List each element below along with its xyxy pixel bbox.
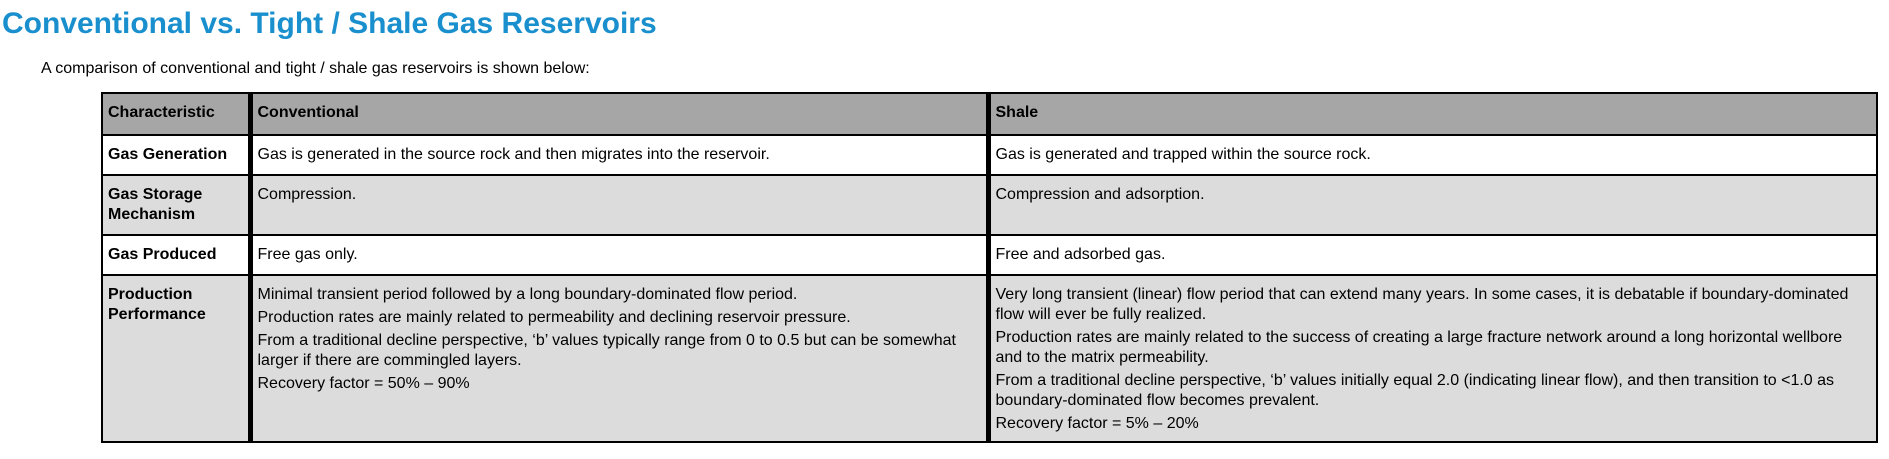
header-shale: Shale	[988, 93, 1877, 135]
header-characteristic: Characteristic	[102, 93, 250, 135]
row-label-gas-generation: Gas Generation	[102, 135, 250, 175]
intro-text: A comparison of conventional and tight / shale gas reservoirs is shown below:	[41, 60, 590, 77]
comparison-table	[101, 92, 1878, 443]
cell-text: Production rates are mainly related to the success of creating a large fracture network around a long horizontal wellbore and to the matrix permeability.	[995, 329, 1843, 366]
cell-text: Minimal transient period followed by a long boundary-dominated flow period.	[257, 286, 798, 303]
table-row	[102, 135, 1877, 175]
row-label-production-performance: Production Performance	[102, 275, 250, 442]
conventional-cell	[250, 275, 988, 442]
table-row	[102, 175, 1877, 235]
table-row	[102, 275, 1877, 442]
conventional-cell	[250, 175, 988, 235]
row-label-gas-storage-mechanism: Gas Storage Mechanism	[102, 175, 250, 235]
shale-cell	[988, 235, 1877, 275]
cell-text: Recovery factor = 5% – 20%	[995, 415, 1199, 432]
shale-cell	[988, 275, 1877, 442]
cell-text: From a traditional decline perspective, ‘b’ values initially equal 2.0 (indicating linear flow), and then transition to <1.0 as boundary-dominated flow becomes prevalent.	[995, 372, 1835, 409]
cell-text: Very long transient (linear) flow period that can extend many years. In some cases, it is debatable if boundary-dominated flow will ever be fully realized.	[995, 286, 1849, 323]
row-label-gas-produced: Gas Produced	[102, 235, 250, 275]
conventional-cell	[250, 235, 988, 275]
cell-text: From a traditional decline perspective, ‘b’ values typically range from 0 to 0.5 but can be somewhat larger if there are commingled layers.	[257, 332, 956, 369]
cell-text: Recovery factor = 50% – 90%	[257, 375, 470, 392]
cell-text: Gas is generated in the source rock and then migrates into the reservoir.	[257, 146, 770, 163]
header-conventional: Conventional	[250, 93, 988, 135]
table-row	[102, 235, 1877, 275]
table-header-row	[102, 93, 1877, 135]
cell-text: Free and adsorbed gas.	[995, 246, 1166, 263]
cell-text: Compression and adsorption.	[995, 186, 1205, 203]
cell-text: Gas is generated and trapped within the source rock.	[995, 146, 1371, 163]
conventional-cell	[250, 135, 988, 175]
shale-cell	[988, 175, 1877, 235]
page-title: Conventional vs. Tight / Shale Gas Reservoirs	[2, 7, 657, 40]
shale-cell	[988, 135, 1877, 175]
cell-text: Production rates are mainly related to permeability and declining reservoir pressure.	[257, 309, 851, 326]
cell-text: Free gas only.	[257, 246, 358, 263]
cell-text: Compression.	[257, 186, 357, 203]
